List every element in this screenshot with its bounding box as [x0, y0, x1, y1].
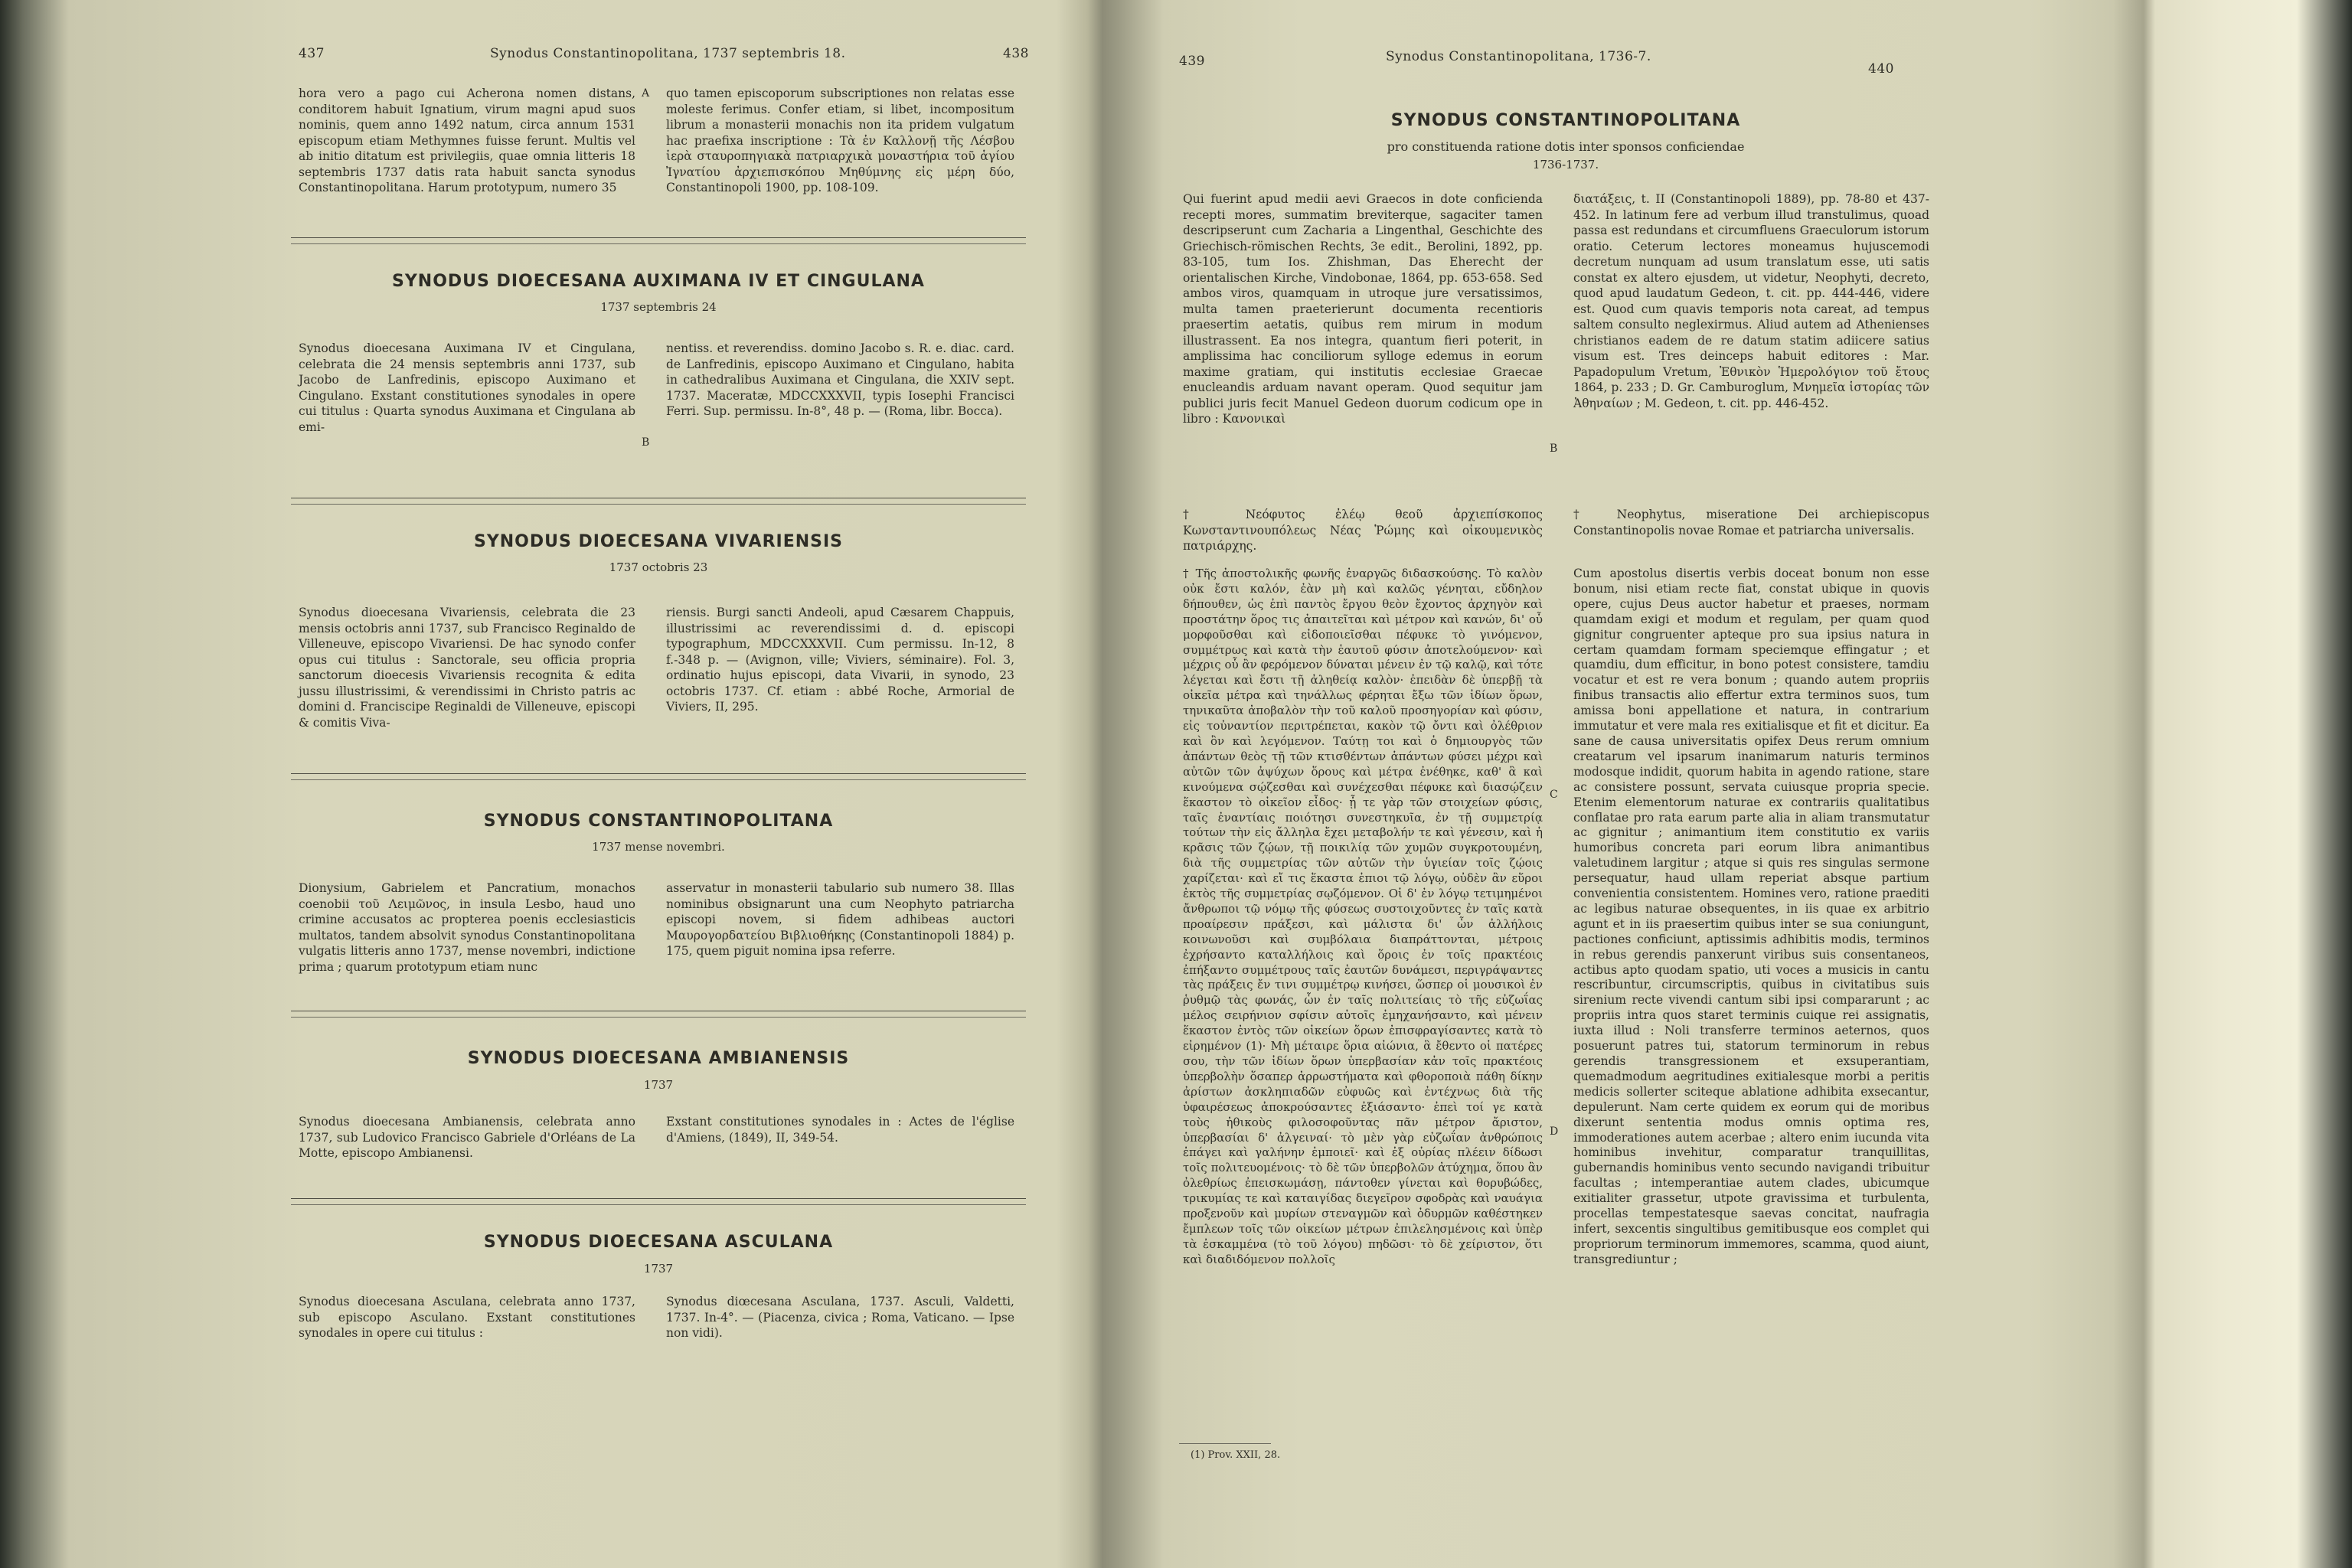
section-col1: Synodus dioecesana Ambianensis, celebrata anno 1737, sub Ludovico Francisco Gabriele d'Orléans de La Motte, episcopo Ambianensi.	[299, 1115, 635, 1160]
section-col1: Synodus dioecesana Vivariensis, celebrata die 23 mensis octobris anni 1737, sub Francisco Reginaldo de Villeneuve, episcopo Vivariensi. De hac synodo confer opus cui titulus : Sanctorale, seu officia propria sanctorum dioecesis Vivariensis recognita & edita jussu illustrissimi, & verendissimi in Christo patris ac domini d. Francisciре Reginaldi de Villeneuve, episcopi & comitis Viva-	[299, 606, 635, 730]
intro-col1: Qui fuerint apud medii aevi Graecos in dote conficienda recepti mores, summatim breviterque, sagaciter tamen descripserunt cum Zacharia a Lingenthal, Geschichte des Griechisch-römischen Rechts, 3e edit., Berolini, 1892, pp. 83-105, tum Ios. Zhishman, Das Eherecht der orientalischen Kirche, Vindobonae, 1864, pp. 653-658. Sed ambos viros, quamquam in utroque jure versatissimos, multa tamen praeterierunt documenta recentioris praesertim aetatis, quibus rem mirum in modum illustrassent. Ea nos integra, quantum fieri poterit, in amplissima hac conciliorum sylloge edemus in eorum maxime gratiam, qui institutis ecclesiae Graecae enucleandis arduam navant operam. Quod sequitur jam publici juris fecit Manuel Gedeon duorum codicum ope in libro : Κανονικαὶ	[1183, 192, 1543, 426]
greek-text: † Τῆς ἀποστολικῆς φωνῆς ἐναργῶς διδασκούσης. Τὸ καλὸν οὐκ ἔστι καλόν, ἐὰν μὴ καὶ καλῶς γένηται, εὔδηλον δήπουθεν, ὡς ἐπὶ παντὸς ἔργου θεὸν ἔχοντος ἀρχηγὸν καὶ προστάτην ὅρος τις ἀπαιτεῖται καὶ μέτρον καὶ κανών, δι' οὗ μορφοῦσθαι καὶ εἰδοποιεῖσθαι πέφυκε τὸ γινόμενον, συμμέτρως καὶ κατὰ τὴν ἑαυτοῦ φύσιν ἀποτελούμενον· καὶ μέχρις οὗ ἂν φερόμενον δύναται μένειν ἐν τῷ καλῷ, καὶ τότε λέγεται καὶ ἔστι τῇ ἀληθείᾳ καλὸν· ἐπειδὰν δὲ ὑπερβῇ τὰ οἰκεῖα μέτρα καὶ τηνάλλως φέρηται ἔξω τῶν ἰδίων ὅρων, τηνικαῦτα ἀποβαλὸν τὴν τοῦ καλοῦ προσηγορίαν καὶ φύσιν, εἰς τοὐναντίον περιτρέπεται, κακὸν τῷ ὄντι καὶ ὀλέθριον καὶ ὂν καὶ λεγόμενον. Ταύτῃ τοι καὶ ὁ δημιουργὸς τῶν ἁπάντων θεὸς τῇ τῶν κτισθέντων ἁπάντων φύσει μέχρι καὶ αὐτῶν τῶν ἀψύχων ὅρους καὶ μέτρα ἐνέθηκε, καθ' ἃ καὶ κινούμενα σῴζεσθαι καὶ συνέχεσθαι πέφυκε καὶ διασῴζειν ἕκαστον τὸ οἰκεῖον εἶδος· ᾗ τε γὰρ τῶν στοιχείων φύσις, ταῖς ἐναντίαις ποιότησι συνεστηκυῖα, ἐν τῇ συμμετρίᾳ τούτων τὴν εἰς ἄλληλα ἔχει μεταβολήν τε καὶ γένεσιν, καὶ ἡ κρᾶσις τῶν ζῴων, τῇ ποικιλίᾳ τῶν χυμῶν συγκροτουμένη, διὰ τῆς συμμετρίας τῶν αὐτῶν τὴν ὑγιείαν τοῖς ζῴοις χαρίζεται· καὶ εἴ τις ἕκαστα ἐπιοι τῷ λόγῳ, οὐδὲν ἂν εὕροι ἐκτὸς τῆς συμμετρίας σῳζόμενον. Οἱ δ' ἐν λόγῳ τετιμημένοι ἄνθρωποι τῷ νόμῳ τῆς φύσεως συστοιχοῦντες ἐν ταῖς κατὰ προαίρεσιν πράξεσι, καὶ μάλιστα δι' ὧν ἀλλήλοις κοινωνοῦσι καὶ συμβόλαια διαπράττονται, μέτροις ἐχρήσαντο καταλλήλοις καὶ ὅροις ἐν τοῖς πρακτέοις ἐπήξαντο συμμέτρους ταῖς ἑαυτῶν δυνάμεσι, περιγράψαντες τὰς πράξεις ἔν τινι συμμέτρῳ κινήσει, ὥσπερ οἱ μουσικοὶ ἐν ῥυθμῷ τὰς φωνάς, ὧν ἐν ταῖς πολιτείαις τὸ τῆς εὐζωΐας μέλος σειρήνιον σφίσιν αὐτοῖς ἐμηχανήσαντο, καὶ μένειν ἕκαστον ἐντὸς τῶν οἰκείων ὅρων ἐπισφραγίσαντες κατὰ τὸ εἰρημένον (1)· Μὴ μέταιρε ὅρια αἰώνια, ἃ ἔθεντο οἱ πατέρες σου, τὴν τῶν ἰδίων ὅρων ὑπερβασίαν κἀν τοῖς πρακτέοις ὑπερβολὴν ὅσαπερ ἀρρωστήματα καὶ φθοροποιὰ πάθη δίκην ἀρίστων ἀσκληπιαδῶν εὐφυῶς καὶ ἐντέχνως διὰ τῆς ὑφαιρέσεως ἀποκρούσαντες ἐξιάσαντο· ἐπεὶ τοί γε κατὰ τοὺς ἠθικοὺς φιλοσοφοῦντας πᾶν μέτρον ἄριστον, ὑπερβασίαι δ' ἀλγειναί· τὸ μὲν γὰρ εὐζωΐαν ἀνθρώποις ἐπάγει καὶ γαλήνην ἐμποιεῖ· καὶ ἐξ οὐρίας πλέειν δίδωσι τοῖς πολιτευομένοις· τὸ δὲ τῶν ὑπερβολῶν ἀτύχημα, ὅπου ἂν ὀλεθρίως ἐπεισκωμάσῃ, πάντοθεν γίνεται καὶ θορυβώδες, τρικυμίας τε καὶ καταιγίδας διεγεῖρον σφοδρὰς καὶ ναυάγια προξενοῦν καὶ μυρίων στεναγμῶν καὶ ὀδυρμῶν καθέστηκεν ἔμπλεων τοῖς τῶν οἰκείων μέτρων ἐπιλελησμένοις καὶ ὑπὲρ τὰ ἐσκαμμένα (τὸ τοῦ λόγου) πηδῶσι· τὸ δὲ χείριστον, ὅτι καὶ διαδιδόμενον πολλοῖς	[1183, 567, 1543, 1266]
margin-letter: B	[642, 436, 650, 449]
section-col2: asservatur in monasterii tabulario sub numero 38. Illas nominibus obsignarunt una cum Neophyto patriarcha episcopi novem, si fidem adhibeas auctori Μαυρογορδατείου Βιβλιοθήκης (Constantinopoli 1884) p. 175, quem piguit nomina ipsa referre.	[666, 881, 1014, 958]
section-col2: riensis. Burgi sancti Andeoli, apud Cæsarem Chappuis, illustrissimi ac reverendissimi d. d. episcopi typographum, MDCCXXXVII. Cum permissu. In-12, 8 f.-348 p. — (Avignon, ville; Viviers, séminaire). Fol. 3, ordinatio hujus episcopi, data Vivarii, in synodo, 23 octobris 1737. Cf. etiam : abbé Roche, Armorial de Viviers, II, 295.	[666, 606, 1014, 714]
running-title: Synodus Constantinopolitana, 1736-7.	[1386, 49, 1651, 64]
section-title: SYNODUS DIOECESANA VIVARIENSIS	[473, 532, 844, 551]
margin-letter: A	[642, 87, 650, 100]
section-rule	[291, 1198, 1026, 1199]
latin-text: Cum apostolus disertis verbis doceat bonum non esse bonum, nisi etiam recte fiat, constat ubique in quovis opere, cujus Deus auctor habetur et praeses, normam quamdam exigi et modum et regulam, per quam quod gignitur congruenter apteque pro sua ipsius natura in certam quamdam formam speciemque effingatur ; et quamdiu, dum efficitur, in bono potest consistere, tamdiu vocatur et est re vera bonum ; quando autem propriis finibus transactis alio effertur extra terminos suos, tum amissa boni appellatione et natura, in contrarium immutatur et vere mala res exitialisque et fit et dicitur. Ea sane de causa universitatis opifex Deus rerum omnium creatarum vel ipsarum inanimarum naturis terminos modosque indidit, quorum habita in agendo ratione, stare ac consistere possunt, servata cuiusque propria specie. Etenim elementorum naturae ex contrariis qualitatibus conflatae pro rata earum parte alia in aliam transmutatur ac gignitur ; animantium item constitutio ex variis humoribus concreta pari eorum libra animantibus valetudinem largitur ; atque si quis res singulas sermone persequatur, haud ullam reperiat absque partium convenientia consistentem. Homines vero, ratione praediti ac legibus naturae obsequentes, in iis quae ex arbitrio agunt et in iis praesertim quibus inter se sua coniungunt, pactiones conficiunt, aptissimis adhibitis modis, terminos in rebus gerendis panxerunt viribus suis consentaneos, actibus apto quodam spatio, uti voces a musicis in cantu rescribuntur, circumscriptis, quibus in civitatibus suis sirenium recte vivendi cantum sibi ipsi compararunt ; ac propriis intra quos staret terminis cuique rei assignatis, iuxta illud : Noli transferre terminos aeternos, quos posuerunt patres tui, statorum terminorum in rebus gerendis transgressionem et exsuperantiam, quemadmodum aegritudines exitialesque morbi a peritis medicis sollerter sciteque ablatione adhibita exsecantur, depulerunt. Nam certe quidem ex eorum qui de moribus dixerunt sententia modus omnis optima res, immoderationes autem acerbae ; altero enim iucunda vita hominibus invehitur, comparatur tranquillitas, gubernandis hominibus vento secundo navigandi tribuitur facultas ; intemperantiae autem clades, ubicumque exitialiter grassetur, utpote gravissima et turbulenta, procellas tempestatesque saevas concitat, naufragia infert, sexcentis singultibus gemitibusque eos complet qui propriorum terminorum immemores, scamma, quod aiunt, transgrediuntur ;	[1573, 567, 1929, 1266]
section-title: SYNODUS CONSTANTINOPOLITANA	[483, 812, 834, 831]
section-date: 1737 mense novembri.	[592, 840, 725, 854]
intro-col2: quo tamen episcoporum subscriptiones non relatas esse moleste ferimus. Confer etiam, si libet, incompositum librum a monasterii monachis non ita pridem vulgatum hac praefixa inscriptione : Τὰ ἐν Καλλονῇ τῆς Λέσβου ἱερὰ σταυροπηγιακὰ πατριαρχικὰ μοναστήρια τοῦ ἁγίου Ἰγνατίου ἀρχιεπισκόπου Μηθύμνης εἰς μέρη δύο, Constantinopoli 1900, pp. 108-109.	[666, 87, 1014, 194]
running-title: Synodus Constantinopolitana, 1737 septembris 18.	[490, 46, 846, 61]
margin-letter: D	[1550, 1125, 1559, 1138]
intro-col1: hora vero a pago cui Acherona nomen distans, conditorem habuit Ignatium, virum magni apud suos nominis, quem anno 1492 natum, circa annum 1531 episcopum etiam Methymnes fuisse ferunt. Multis vel ab initio ditatum est privilegiis, quae omnia litteris 18 septembris 1737 datis rata habuit sancta synodus Constantinopolitana. Harum prototypum, numero 35	[299, 87, 635, 194]
page-number: 438	[1003, 46, 1029, 61]
section-col1: Synodus dioecesana Auximana IV et Cingulana, celebrata die 24 mensis septembris anni 1737, sub Jacobo de Lanfredinis, episcopo Auximano et Cingulano. Exstant constitutiones synodales in opere cui titulus : Quarta synodus Auximana et Cingulana ab emi-	[299, 341, 635, 434]
section-rule	[291, 779, 1026, 780]
margin-letter: C	[1550, 789, 1558, 801]
section-rule	[291, 237, 1026, 238]
greek-heading: † Νεόφυτος ἐλέῳ θεοῦ ἀρχιεπίσκοπος Κωνσταντινουπόλεως Νέας Ῥώμης καὶ οἰκουμενικὸς πατριάρχης.	[1183, 508, 1543, 553]
section-col2: Synodus diœcesana Asculana, 1737. Asculi, Valdetti, 1737. In-4°. — (Piacenza, civica ; Roma, Vaticano. — Ipse non vidi).	[666, 1295, 1014, 1340]
footnote-rule	[1179, 1443, 1271, 1444]
section-col1: Synodus dioecesana Asculana, celebrata anno 1737, sub episcopo Asculano. Exstant constitutiones synodales in opere cui titulus :	[299, 1295, 635, 1340]
page-title: SYNODUS CONSTANTINOPOLITANA	[1390, 111, 1741, 130]
section-rule	[291, 243, 1026, 244]
page-subtitle: pro constituenda ratione dotis inter sponsos conficiendae	[1387, 139, 1745, 154]
page-number: 440	[1868, 61, 1894, 77]
intro-col2: διατάξεις, t. II (Constantinopoli 1889), pp. 78-80 et 437-452. In latinum fere ad verbum illud transtulimus, quoad passa est redundans et circumfluens Graeculorum istorum oratio. Ceterum lectores moneamus hujuscemodi decretum nunquam ad usum translatum esse, uti satis constat ex altero ejusdem, ut videtur, Neophyti, decreto, quod apud laudatum Gedeon, t. cit. pp. 444-446, videre est. Quod cum quavis temporis nota careat, ad tempus saltem consulto neglexirmus. Aliud autem ad Athenienses christianos eadem de re datum statim adiicere satius visum est. Tres deinceps habuit editores : Mar. Papadopulum Vretum, Ἐθνικὸν Ἡμερολόγιον τοῦ ἔτους 1864, p. 233 ; D. Gr. Camburoglum, Μνημεῖα ἱστορίας τῶν Ἀθηναίων ; M. Gedeon, t. cit. pp. 446-452.	[1573, 192, 1929, 410]
section-date: 1737 octobris 23	[609, 560, 708, 574]
section-col1: Dionysium, Gabrielem et Pancratium, monachos coenobii τοῦ Λειμῶνος, in insula Lesbo, haud uno crimine accusatos ac propterea poenis ecclesiasticis multatos, tandem absolvit synodus Constantinopolitana vulgatis litteris anno 1737, mense novembri, indictione prima ; quarum prototypum etiam nunc	[299, 881, 635, 974]
section-date: 1737	[643, 1262, 674, 1276]
latin-heading: † Neophytus, miseratione Dei archiepiscopus Constantinopolis novae Romae et patriarcha universalis.	[1573, 508, 1929, 537]
section-col2: nentiss. et reverendiss. domino Jacobo s. R. e. diac. card. de Lanfredinis, episcopo Auximano et Cingulano, habita in cathedralibus Auximana et Cingulana, die XXIV sept. 1737. Maceratæ, MDCCXXXVII, typis Iosephi Francisci Ferri. Sup. permissu. In-8°, 48 p. — (Roma, libr. Bocca).	[666, 341, 1014, 418]
section-col2: Exstant constitutiones synodales in : Actes de l'église d'Amiens, (1849), II, 349-54.	[666, 1115, 1014, 1145]
section-rule	[291, 504, 1026, 505]
section-rule	[291, 1204, 1026, 1205]
section-date: 1737 septembris 24	[600, 300, 717, 314]
section-rule	[291, 1017, 1026, 1018]
section-date: 1737	[643, 1078, 674, 1092]
footnote: (1) Prov. XXII, 28.	[1191, 1449, 1281, 1461]
page-date: 1736-1737.	[1532, 158, 1599, 172]
section-title: SYNODUS DIOECESANA AUXIMANA IV ET CINGULANA	[392, 272, 925, 291]
margin-letter: B	[1550, 443, 1558, 455]
page-number: 437	[299, 46, 325, 61]
page-number: 439	[1179, 54, 1205, 69]
section-title: SYNODUS DIOECESANA ASCULANA	[483, 1233, 834, 1252]
section-title: SYNODUS DIOECESANA AMBIANENSIS	[467, 1049, 850, 1068]
section-rule	[291, 773, 1026, 774]
